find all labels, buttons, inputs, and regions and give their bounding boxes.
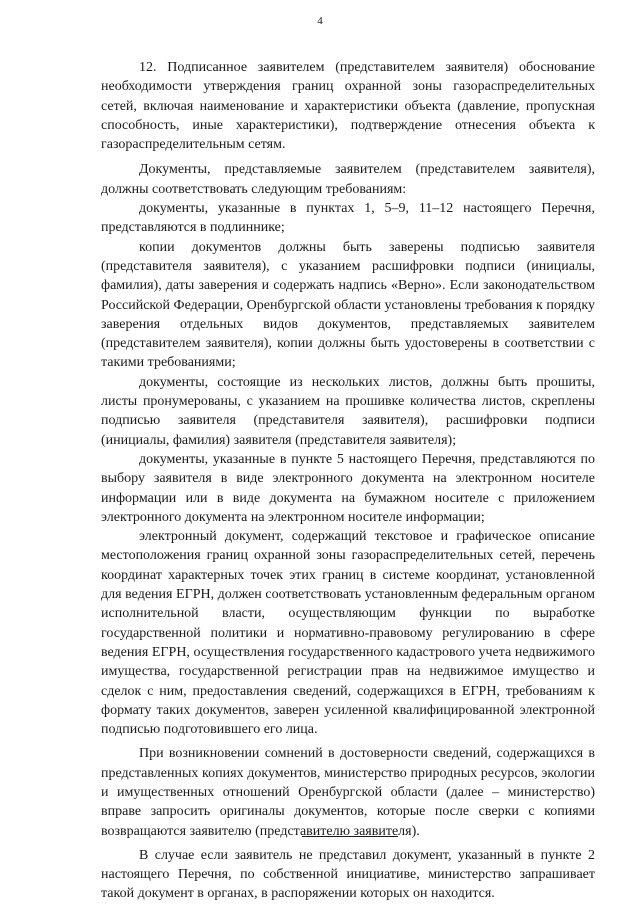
paragraph-ministry-request: В случае если заявитель не представил документ, указанный в пункте 2 настоящего Перечня, по собственной инициативе, министерство запрашивает такой документ в органах, в распоряжении которых он находится. [101, 847, 595, 902]
paragraph-copies-certification: копии документов должны быть заверены подписью заявителя (представителя заявителя), с указанием расшифровки подписи (инициалы, фамилия), даты заверения и содержать надпись «Верно». Если законодательством Российской Федерации, Оренбургской области установлены требования к порядку заверения отдельных видов документов, представляемых заявителем (представителем заявителя), копии должны быть удостоверены в соответствии с такими требованиями; [101, 239, 595, 371]
paragraph-multipage-documents: документы, состоящие из нескольких листов, должны быть прошиты, листы пронумерованы, с указанием на прошивке количества листов, скреплены подписью заявителя (представителя заявителя), расшифровки подписи (инициалы, фамилия) заявителя (представителя заявителя); [101, 374, 595, 448]
paragraph-electronic-document: электронный документ, содержащий текстовое и графическое описание местоположения границ охранной зоны газораспределительных сетей, перечень координат характерных точек этих границ в системе координат, установленной для ведения ЕГРН, должен соответствовать установленным федеральным органом исполнительной власти, осуществляющим функции по выработке государственной политики и нормативно-правовому регулированию в сфере ведения ЕГРН, осуществления государственного кадастрового учета недвижимого имущества, государственной регистрации прав на недвижимое имущество и сделок с ним, предоставления сведений, содержащихся в ЕГРН, требованиям к формату таких документов, заверен усиленной квалифицированной электронной подписью подготовившего его лица. [101, 529, 595, 738]
document-body [101, 58, 595, 904]
end-rule-divider [302, 836, 398, 837]
paragraph-item-12: 12. Подписанное заявителем (представителем заявителя) обоснование необходимости утверждения границ охранной зоны газораспределительных сетей, включая наименование и характеристики объекта (давление, пропускная способность, иные характеристики), подтверждение отнесения объекта к газораспределительным сетям. [101, 60, 595, 153]
paragraph-requirements-intro: Документы, представляемые заявителем (представителем заявителя), должны соответствовать следующим требованиям: [101, 162, 595, 197]
page-number: 4 [317, 15, 323, 27]
paragraph-originals: документы, указанные в пунктах 1, 5–9, 11–12 настоящего Перечня, представляются в подлиннике; [101, 201, 595, 236]
paragraph-originals-request: При возникновении сомнений в достоверности сведений, содержащихся в представленных копиях документов, министерство природных ресурсов, экологии и имущественных отношений Оренбургской области (далее – министерство) вправе запросить оригиналы документов, которые после сверки с копиями возвращаются заявителю (представителю заявителя). [101, 746, 595, 839]
paragraph-electronic-submission: документы, указанные в пункте 5 настоящего Перечня, представляются по выбору заявителя в виде электронного документа на электронном носителе информации или в виде документа на бумажном носителе с приложением электронного документа на электронном носителе информации; [101, 451, 595, 525]
